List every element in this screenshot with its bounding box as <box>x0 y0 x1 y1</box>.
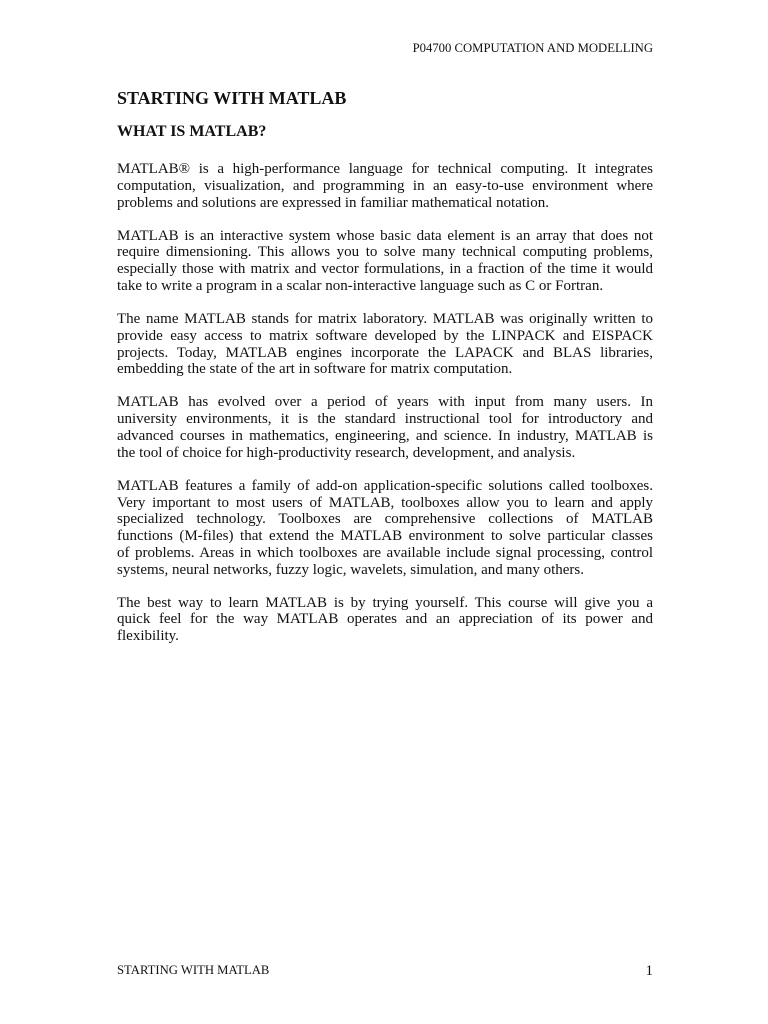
paragraph-line: projects. Today, MATLAB engines incorporate the LAPACK and BLAS libraries, <box>117 344 653 361</box>
page-number: 1 <box>645 963 653 979</box>
paragraph-line: advanced courses in mathematics, engineering, and science. In industry, MATLAB is <box>117 427 653 444</box>
paragraph-line: systems, neural networks, fuzzy logic, wavelets, simulation, and many others. <box>117 561 584 578</box>
paragraph <box>117 228 653 295</box>
paragraph-line: embedding the state of the art in software for matrix computation. <box>117 361 513 378</box>
paragraph-line: MATLAB is an interactive system whose basic data element is an array that does not <box>117 227 653 244</box>
paragraph <box>117 311 653 378</box>
paragraph-line: The best way to learn MATLAB is by trying yourself. This course will give you a <box>117 594 653 611</box>
paragraph-line: the tool of choice for high-productivity research, development, and analysis. <box>117 444 576 461</box>
paragraph-line: require dimensioning. This allows you to solve many technical computing problems, <box>117 244 653 261</box>
paragraph <box>117 478 653 579</box>
section-heading: WHAT IS MATLAB? <box>117 123 267 140</box>
page-title: STARTING WITH MATLAB <box>117 88 347 108</box>
paragraph-line: computation, visualization, and programming in an easy-to-use environment where <box>117 177 653 194</box>
paragraph-line: MATLAB® is a high-performance language for technical computing. It integrates <box>117 161 653 177</box>
paragraph-line: university environments, it is the standard instructional tool for introductory and <box>117 411 653 428</box>
paragraph-line: Very important to most users of MATLAB, toolboxes allow you to learn and apply <box>117 494 653 511</box>
paragraph <box>117 595 653 645</box>
paragraph-line: quick feel for the way MATLAB operates and an appreciation of its power and <box>117 611 653 628</box>
paragraph-line: problems and solutions are expressed in familiar mathematical notation. <box>117 194 549 211</box>
paragraph-line: MATLAB has evolved over a period of years with input from many users. In <box>117 394 653 411</box>
paragraph-line: take to write a program in a scalar non-interactive language such as C or Fortran. <box>117 277 604 294</box>
paragraph <box>117 394 653 461</box>
paragraph-line: of problems. Areas in which toolboxes are available include signal processing, control <box>117 544 653 561</box>
running-header: P04700 COMPUTATION AND MODELLING <box>412 41 653 55</box>
paragraph-line: specialized technology. Toolboxes are comprehensive collections of MATLAB <box>117 511 653 528</box>
running-footer: STARTING WITH MATLAB <box>117 963 270 977</box>
paragraph-line: functions (M-files) that extend the MATLAB environment to solve particular classes <box>117 528 653 545</box>
paragraph-line: MATLAB features a family of add-on application-specific solutions called toolboxes. <box>117 477 653 494</box>
paragraph-line: flexibility. <box>117 628 179 645</box>
paragraph-line: The name MATLAB stands for matrix laboratory. MATLAB was originally written to <box>117 310 653 327</box>
paragraph-line: especially those with matrix and vector formulations, in a fraction of the time it would <box>117 261 653 278</box>
paragraph <box>117 161 653 211</box>
section-body <box>117 161 653 661</box>
paragraph-line: provide easy access to matrix software developed by the LINPACK and EISPACK <box>117 327 653 344</box>
